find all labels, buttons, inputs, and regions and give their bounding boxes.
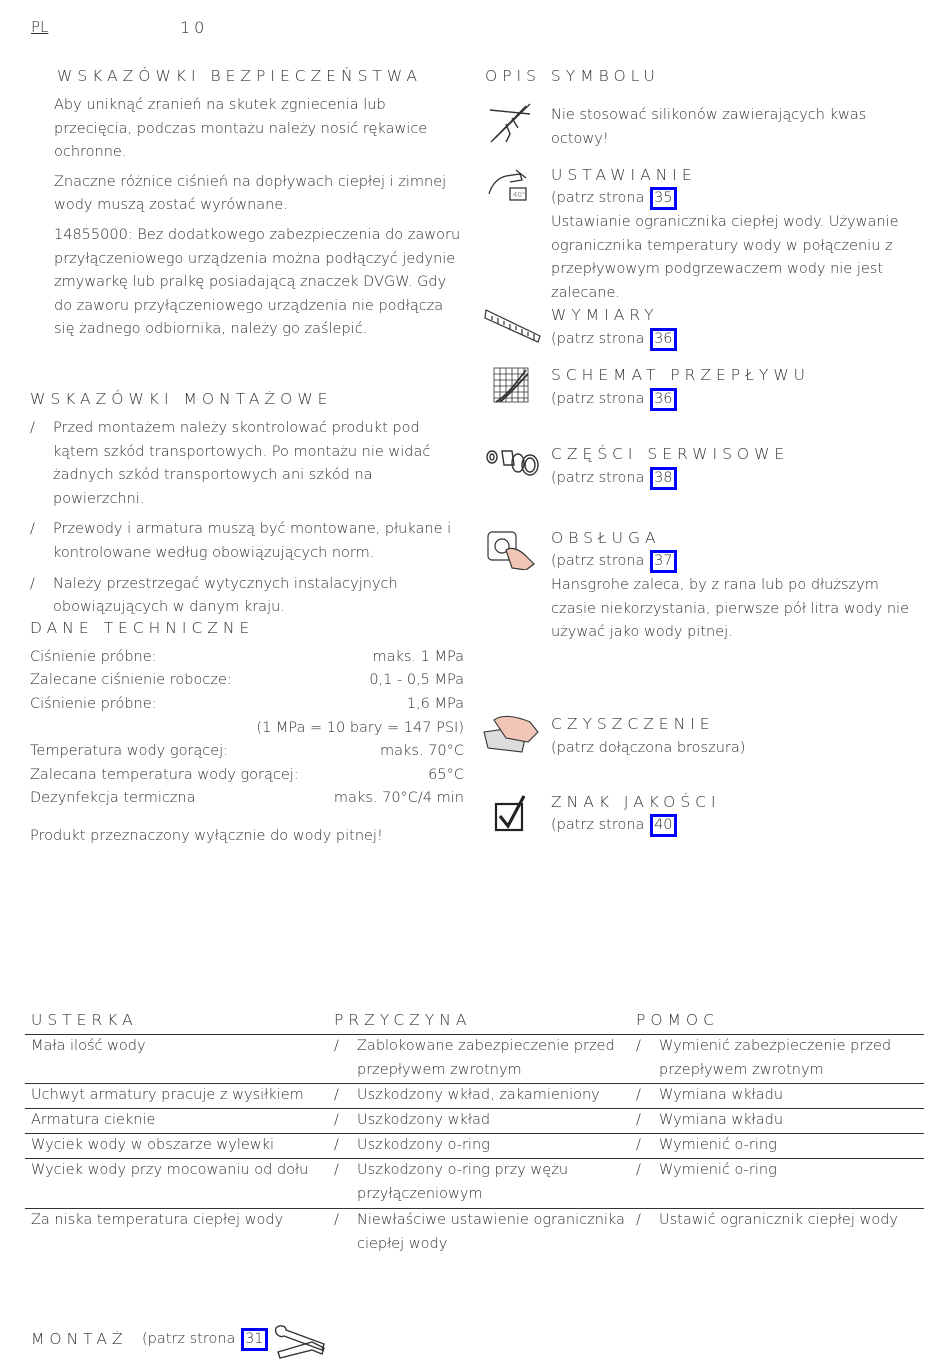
- symbol-title: USTAWIANIE: [551, 166, 697, 184]
- table-cell: / Zablokowane zabezpieczenie przed przepływem zwrotnym: [334, 1038, 615, 1078]
- symbol-title: ZNAK JAKOŚCI: [551, 793, 721, 811]
- table-row: [25, 1159, 924, 1209]
- page-reference: (patrz strona 36: [551, 328, 677, 352]
- column-header: PRZYCZYNA: [334, 1011, 472, 1029]
- table-cell: / Wymiana wkładu: [636, 1112, 784, 1128]
- symbol-text: Ustawianie ogranicznika ciepłej wody. Używanie ogranicznika temperatury wody w połączeniu z przepływowym podgrzewaczem wody nie jest zalecane.: [551, 214, 899, 301]
- tech-row: [30, 693, 464, 716]
- list-item: / Należy przestrzegać wytycznych instalacyjnych obowiązujących w danym kraju.: [30, 575, 398, 616]
- drinking-water-note: Produkt przeznaczony wyłącznie do wody pitnej!: [30, 828, 383, 844]
- table-row: [25, 1035, 924, 1084]
- column-header: USTERKA: [31, 1011, 138, 1029]
- tech-label: Temperatura wody gorącej:: [30, 743, 229, 759]
- table-cell: / Ustawić ogranicznik ciepłej wody: [636, 1212, 898, 1228]
- page-link[interactable]: 31: [241, 1328, 267, 1351]
- table-cell: / Uszkodzony wkład, zakamieniony: [334, 1087, 600, 1103]
- safety-heading: WSKAZÓWKI BEZPIECZEŃSTWA: [57, 67, 422, 85]
- tech-row: [30, 764, 464, 787]
- tech-value: 65°C: [428, 767, 464, 783]
- tech-label: Ciśnienie próbne:: [30, 649, 157, 665]
- table-row: [25, 1134, 924, 1159]
- table-cell: Uchwyt armatury pracuje z wysiłkiem: [31, 1087, 304, 1103]
- adjustment-icon: [486, 166, 536, 210]
- language-code: PL: [31, 18, 49, 36]
- symbol-text: Nie stosować silikonów zawierających kwas octowy!: [551, 107, 867, 147]
- page-link[interactable]: 37: [650, 550, 676, 573]
- tech-row: [30, 740, 464, 763]
- tech-row: [30, 669, 464, 692]
- table-cell: Za niska temperatura ciepłej wody: [31, 1212, 284, 1228]
- cleaning-reference: (patrz dołączona broszura): [551, 740, 746, 756]
- table-cell: / Uszkodzony wkład: [334, 1112, 491, 1128]
- table-cell: / Uszkodzony o-ring: [334, 1137, 490, 1153]
- table-cell: Wyciek wody przy mocowaniu od dołu: [31, 1162, 309, 1178]
- table-cell: Armatura cieknie: [31, 1112, 156, 1128]
- tech-label: Zalecane ciśnienie robocze:: [30, 672, 232, 688]
- symbol-title: WYMIARY: [551, 306, 659, 324]
- tech-value: maks. 70°C/4 min: [333, 790, 464, 806]
- symbol-text: Hansgrohe zaleca, by z rana lub po dłuższym czasie niekorzystania, pierwsze pół litra wody nie używać jako wody pitnej.: [551, 577, 910, 641]
- tech-value: (1 MPa = 10 bary = 147 PSI): [256, 720, 464, 736]
- assembly-heading: MONTAŻ: [31, 1330, 128, 1348]
- table-cell: / Wymiana wkładu: [636, 1087, 784, 1103]
- table-cell: / Wymienić o-ring: [636, 1162, 777, 1178]
- list-item-text: Przewody i armatura muszą być montowane, płukane i kontrolowane według obowiązujących norm.: [53, 521, 452, 561]
- tech-value: 1,6 MPa: [406, 696, 464, 712]
- safety-section: [54, 94, 466, 342]
- ruler-icon: [484, 306, 542, 350]
- assembly-notes-list: [30, 417, 466, 627]
- tech-row: [30, 646, 464, 669]
- tech-label: Zalecana temperatura wody gorącej:: [30, 767, 299, 783]
- tech-row: [30, 717, 464, 740]
- tech-label: Dezynfekcja termiczna: [30, 790, 196, 806]
- page-number: 10: [180, 18, 209, 37]
- tech-value: 0,1 - 0,5 MPa: [369, 672, 464, 688]
- column-header: POMOC: [636, 1011, 719, 1029]
- table-cell: / Niewłaściwe ustawienie ogranicznika ciepłej wody: [334, 1212, 625, 1252]
- assembly-notes-heading: WSKAZÓWKI MONTAŻOWE: [30, 390, 333, 408]
- tech-value: maks. 70°C: [379, 743, 464, 759]
- tech-label: Ciśnienie próbne:: [30, 696, 157, 712]
- list-item-text: Przed montażem należy skontrolować produkt pod kątem szkód transportowych. Po montażu nie widać żadnych szkód transportowych ani szkód na powierzchni.: [53, 420, 431, 507]
- symbol-title: CZĘŚCI SERWISOWE: [551, 445, 790, 463]
- symbol-title: OBSŁUGA: [551, 529, 661, 547]
- silicone-gun-icon: [486, 100, 536, 150]
- table-cell: Wyciek wody w obszarze wylewki: [31, 1137, 275, 1153]
- quality-check-icon: [494, 794, 528, 836]
- cleaning-hand-icon: [482, 712, 542, 758]
- page-reference: (patrz strona 37: [551, 550, 677, 574]
- table-cell: / Wymienić o-ring: [636, 1137, 777, 1153]
- safety-paragraph: 14855000: Bez dodatkowego zabezpieczenia do zaworu przyłączeniowego urządzenia można podłączyć jedynie zmywarkę lub pralkę posiadającą znaczek DVGW. Gdy do zaworu przyłączeniowego urządzenia nie podłącza się żadnego odbiornika, należy go zaślepić.: [54, 226, 461, 338]
- table-row: [25, 1209, 924, 1259]
- table-row: [25, 1084, 924, 1109]
- list-item: / Przed montażem należy skontrolować produkt pod kątem szkód transportowych. Po montażu nie widać żadnych szkód transportowych ani szkód na powierzchni.: [30, 420, 431, 507]
- safety-paragraph: Znaczne różnice ciśnień na dopływach ciepłej i zimnej wody muszą zostać wyrównane.: [54, 173, 447, 214]
- page-reference: (patrz strona 35: [551, 187, 677, 211]
- page-reference: (patrz strona 38: [551, 467, 677, 491]
- table-cell: / Wymienić zabezpieczenie przed przepływem zwrotnym: [636, 1038, 892, 1078]
- page-link[interactable]: 35: [650, 187, 676, 210]
- tech-row: [30, 787, 464, 810]
- page-reference: (patrz strona 36: [551, 388, 677, 412]
- list-item: / Przewody i armatura muszą być montowane, płukane i kontrolowane według obowiązujących norm.: [30, 521, 452, 561]
- page-link[interactable]: 36: [650, 388, 676, 411]
- table-cell: Mała ilość wody: [31, 1038, 146, 1054]
- safety-paragraph: Aby uniknąć zranień na skutek zgniecenia lub przecięcia, podczas montażu należy nosić rękawice ochronne.: [54, 97, 428, 161]
- page-reference: (patrz strona 40: [551, 814, 677, 838]
- troubleshooting-table: [25, 1010, 924, 1259]
- flow-diagram-icon: [492, 366, 530, 408]
- page-link[interactable]: 40: [650, 814, 676, 837]
- page-link[interactable]: 38: [650, 467, 676, 490]
- hand-operation-icon: [486, 528, 538, 574]
- tech-value: maks. 1 MPa: [372, 649, 464, 665]
- service-parts-icon: [484, 443, 542, 485]
- page-reference: (patrz strona 31: [142, 1328, 268, 1352]
- table-header: [25, 1010, 924, 1035]
- symbol-title: CZYSZCZENIE: [551, 715, 715, 733]
- symbol-title: SCHEMAT PRZEPŁYWU: [551, 366, 811, 384]
- table-cell: / Uszkodzony o-ring przy wężu przyłączeniowym: [334, 1162, 569, 1202]
- list-item-text: Należy przestrzegać wytycznych instalacyjnych obowiązujących w danym kraju.: [53, 575, 398, 616]
- wrench-icon: [272, 1322, 330, 1364]
- symbols-heading: OPIS SYMBOLU: [485, 67, 660, 85]
- table-row: [25, 1109, 924, 1134]
- svg-text:40°: 40°: [513, 191, 526, 199]
- page-link[interactable]: 36: [650, 328, 676, 351]
- technical-heading: DANE TECHNICZNE: [30, 619, 255, 637]
